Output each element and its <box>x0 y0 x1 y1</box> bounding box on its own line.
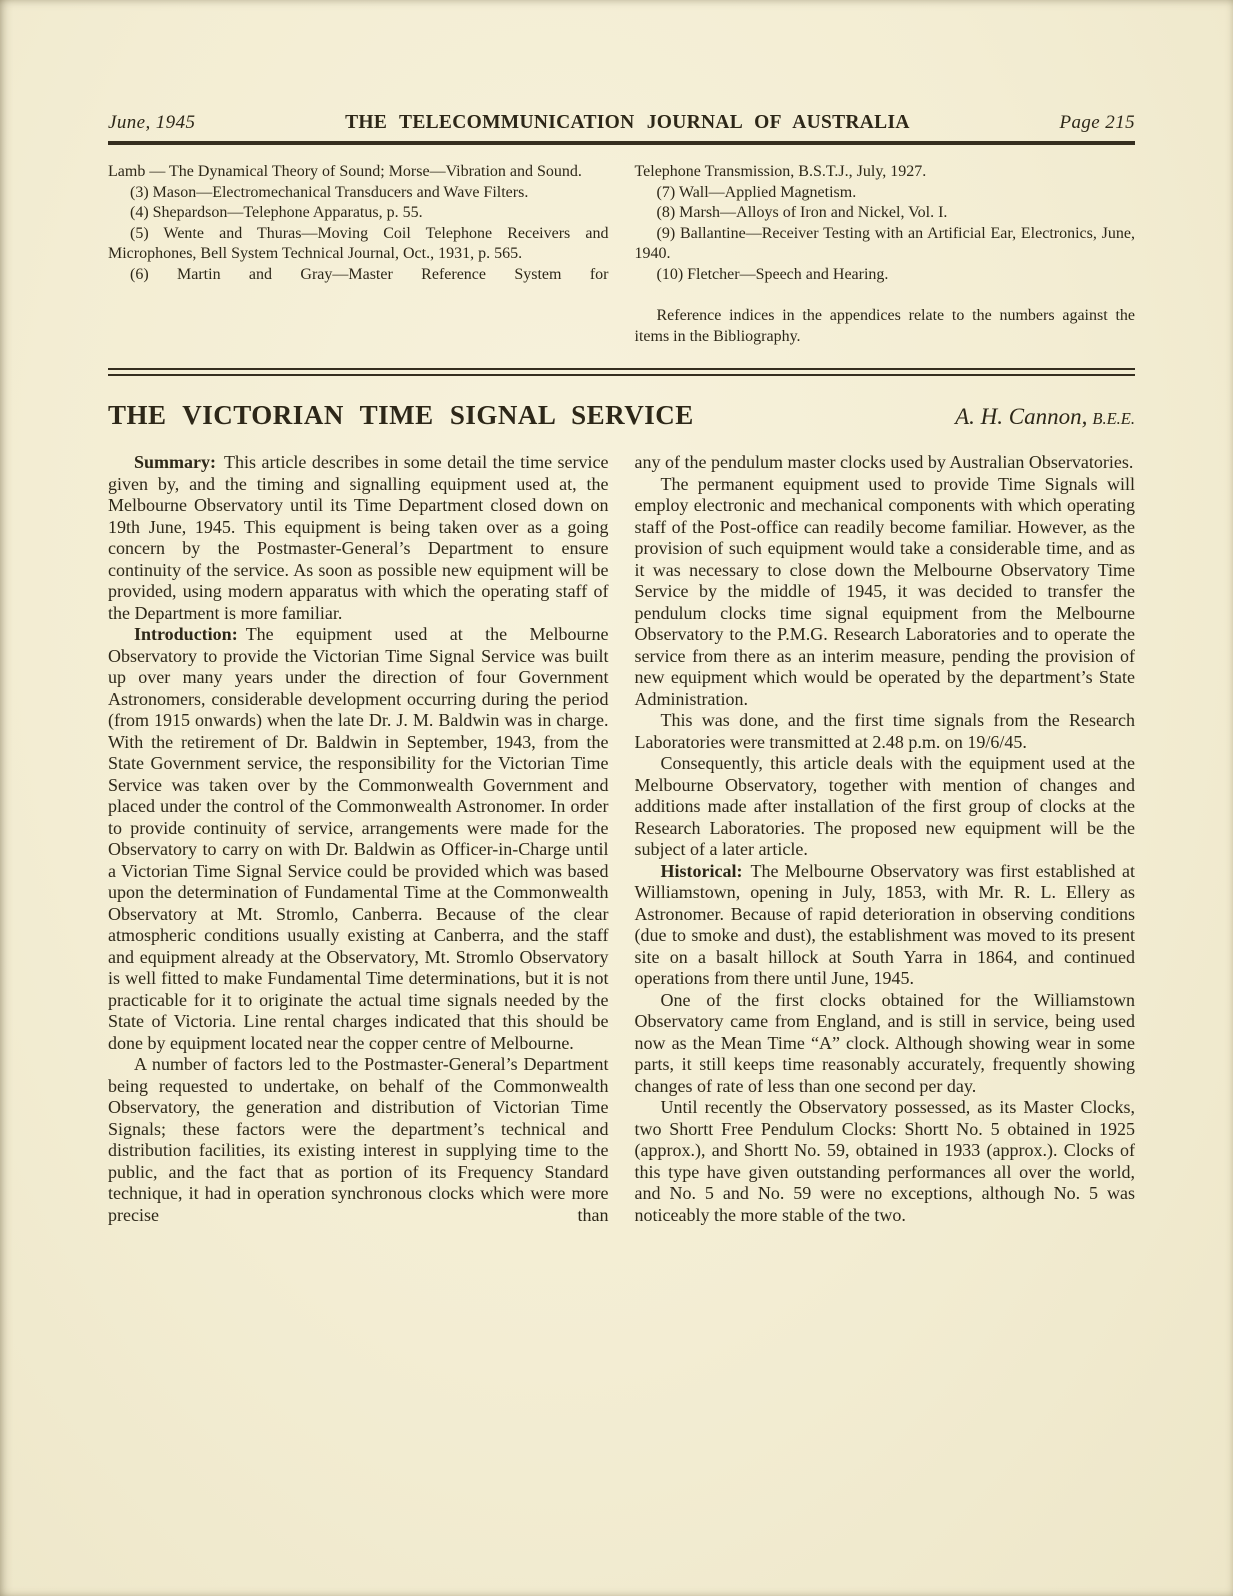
article-paragraph <box>108 452 609 624</box>
article-paragraph <box>635 452 1136 474</box>
paragraph-text: The equipment used at the Melbourne Observatory to provide the Victorian Time Signal Service was built up over many years under the direction of four Government Astronomers, considerable development occurring during the period (from 1915 onwards) when the late Dr. J. M. Baldwin was in charge. With the retirement of Dr. Baldwin in September, 1943, from the State Government service, the responsibility for the Victorian Time Service was taken over by the Commonwealth Government and placed under the control of the Commonwealth Astronomer. In order to provide continuity of service, arrangements were made for the Observatory to carry on with Dr. Baldwin as Officer-in-Charge until a Victorian Time Signal Service could be provided which was based upon the determination of Fundamental Time at the Commonwealth Observatory at Mt. Stromlo, Canberra. Because of the clear atmospheric conditions usually existing at Canberra, and the staff and equipment already at the Observatory, Mt. Stromlo Observatory is well fitted to make Fundamental Time determinations, but it is not practicable for it to originate the actual time signals needed by the State of Victoria. Line rental charges indicated that this should be done by equipment located near the copper centre of Melbourne. <box>108 624 609 1053</box>
article-paragraph <box>108 1054 609 1226</box>
page-number: Page 215 <box>1059 112 1135 133</box>
paragraph-text: One of the first clocks obtained for the Williamstown Observatory came from England, and is still in service, being used now as the Mean Time “A” clock. Although showing wear in some parts, it still keeps time reasonably accurately, frequently showing changes of rate of less than one second per day. <box>634 989 1135 1096</box>
bibliography-note: Reference indices in the appendices relate to the numbers against the items in the Bibliography. <box>634 307 1135 345</box>
article-paragraph <box>108 624 609 1054</box>
page-header <box>108 112 1135 145</box>
journal-title: THE TELECOMMUNICATION JOURNAL OF AUSTRALIA <box>345 112 910 133</box>
bibliography-entry: Telephone Transmission, B.S.T.J., July, 1927. <box>634 163 927 180</box>
article-right-column <box>635 452 1136 1226</box>
article-byline <box>955 404 1135 430</box>
paragraph-text: The permanent equipment used to provide Time Signals will employ electronic and mechanical components with which operating staff of the Post-office can readily become familiar. However, as the provision of such equipment would take a considerable time, and as it was necessary to close down the Melbourne Observatory Time Service by the middle of 1945, it was decided to transfer the pendulum clocks time signal equipment from the Melbourne Observatory to the P.M.G. Research Laboratories and to operate the service from there as an interim measure, pending the provision of new equipment which would be operated by the department’s State Administration. <box>634 473 1135 709</box>
historical-lead: Historical: <box>660 860 743 881</box>
bibliography-entry: (3) Mason—Electromechanical Transducers and Wave Filters. <box>130 183 529 201</box>
bibliography-entry: (5) Wente and Thuras—Moving Coil Telephone Receivers and Microphones, Bell System Technical Journal, Oct., 1931, p. 565. <box>108 224 609 262</box>
article-title: THE VICTORIAN TIME SIGNAL SERVICE <box>108 400 694 430</box>
author-name: A. H. Cannon, <box>955 404 1088 429</box>
paragraph-text: The Melbourne Observatory was first established at Williamstown, opening in July, 1853, with Mr. R. L. Ellery as Astronomer. Because of rapid deterioration in observing conditions (due to smoke and dust), the establishment was moved to its present site on a basalt hillock at South Yarra in 1864, and continued operations from there until June, 1945. <box>634 860 1135 988</box>
paragraph-text: any of the pendulum master clocks used by Australian Observatories. <box>634 452 1134 472</box>
article-paragraph <box>635 861 1136 990</box>
paragraph-text: Until recently the Observatory possessed, as its Master Clocks, two Shortt Free Pendulum Clocks: Shortt No. 5 obtained in 1925 (approx.), and Shortt No. 59, obtained in 1933 (approx.). Clocks of this type have given outstanding performances all over the world, and No. 5 and No. 59 were no exceptions, although No. 5 was noticeably the more stable of the two. <box>634 1097 1135 1225</box>
section-divider <box>108 368 1135 376</box>
author-degree: B.E.E. <box>1092 409 1135 428</box>
introduction-lead: Introduction: <box>134 624 238 644</box>
bibliography-section <box>108 162 1135 347</box>
article-header <box>108 400 1135 431</box>
article-left-column <box>108 452 609 1226</box>
bibliography-entry: (9) Ballantine—Receiver Testing with an Artificial Ear, Electronics, June, 1940. <box>634 224 1135 262</box>
paragraph-text: A number of factors led to the Postmaster-General’s Department being requested to undertake, on behalf of the Commonwealth Observatory, the generation and distribution of Victorian Time Signals; these factors were the department’s technical and distribution facilities, its existing interest in supplying time to the public, and the fact that as portion of its Frequency Standard technique, it had in operation synchronous clocks which were more precise than <box>108 1054 609 1225</box>
issue-date: June, 1945 <box>108 112 196 133</box>
article-body <box>108 452 1135 1226</box>
bibliography-entry: (8) Marsh—Alloys of Iron and Nickel, Vol. I. <box>656 204 948 221</box>
bibliography-left-column <box>108 162 609 347</box>
paragraph-text: This was done, and the first time signals from the Research Laboratories were transmitted at 2.48 p.m. on 19/6/45. <box>634 710 1135 752</box>
article-paragraph <box>635 990 1136 1098</box>
bibliography-entry: (4) Shepardson—Telephone Apparatus, p. 55. <box>130 204 423 221</box>
summary-lead: Summary: <box>134 452 216 472</box>
page-content <box>108 0 1135 1226</box>
article-paragraph <box>635 474 1136 711</box>
article-paragraph <box>635 753 1136 861</box>
bibliography-entry: (10) Fletcher—Speech and Hearing. <box>656 265 889 283</box>
bibliography-right-column <box>635 162 1136 347</box>
article-paragraph <box>635 1097 1136 1226</box>
paragraph-text: Consequently, this article deals with the equipment used at the Melbourne Observatory, together with mention of changes and additions made after installation of the first group of clocks at the Research Laboratories. The proposed new equipment will be the subject of a later article. <box>634 753 1135 859</box>
paragraph-text: This article describes in some detail the time service given by, and the timing and signalling equipment used at, the Melbourne Observatory until its Time Department closed down on 19th June, 1945. This equipment is being taken over as a going concern by the Postmaster-General’s Department to ensure continuity of the service. As soon as possible new equipment will be provided, using modern apparatus with which the operating staff of the Department is more familiar. <box>108 452 609 623</box>
bibliography-entry: (7) Wall—Applied Magnetism. <box>656 183 857 201</box>
bibliography-entry: Lamb — The Dynamical Theory of Sound; Morse—Vibration and Sound. <box>108 163 582 180</box>
article-paragraph <box>635 710 1136 753</box>
bibliography-entry: (6) Martin and Gray—Master Reference System for <box>130 265 609 283</box>
